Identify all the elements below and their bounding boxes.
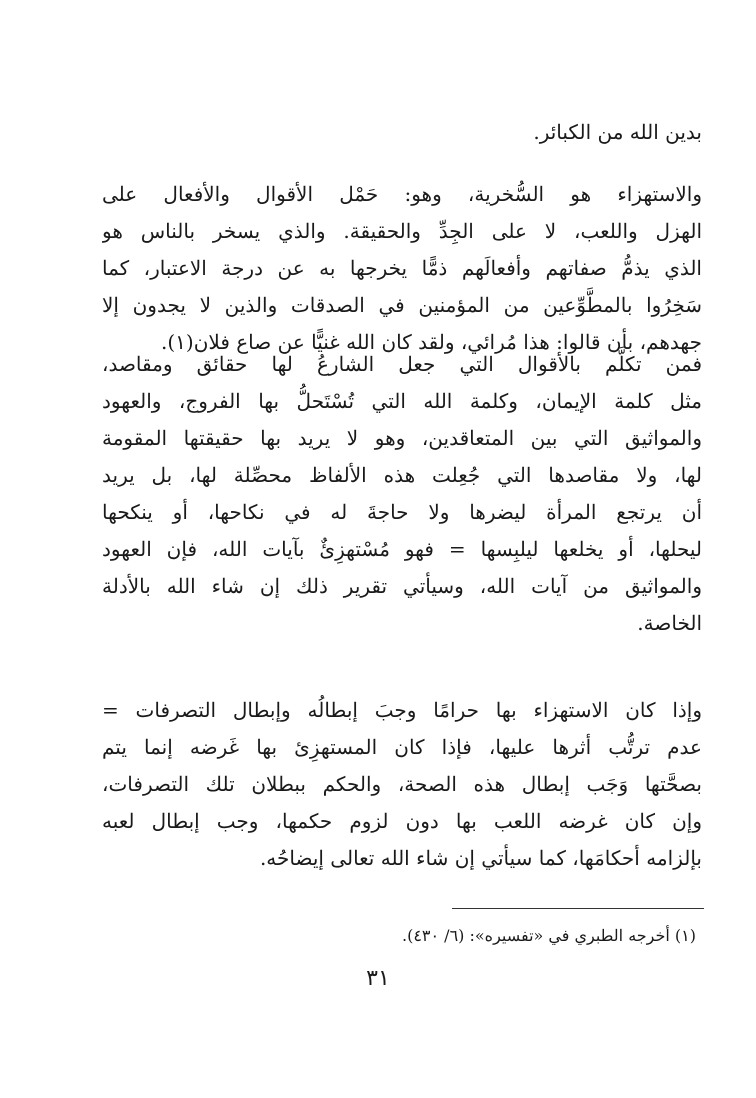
text-line: وإن كان غرضه اللعب بها دون لزوم حكمها، وجب إبطال لعبه	[102, 809, 702, 833]
footnote: (١) أخرجه الطبري في «تفسيره»: (٦/ ٤٣٠).	[401, 926, 696, 945]
paragraph-invalidation	[102, 692, 702, 877]
text-line: الذي يذمُّ صفاتهم وأفعالَهم ذمًّا يخرجها به عن درجة الاعتبار، كما	[102, 256, 702, 280]
text-line: ليحلها، أو يخلعها ليلبِسها = فهو مُسْتهزِئٌ بآيات الله، فإن العهود	[102, 537, 702, 561]
text-line: مثل كلمة الإيمان، وكلمة الله التي تُسْتَحلُّ بها الفروج، والعهود	[102, 389, 702, 413]
text-line: والاستهزاء هو السُّخرية، وهو: حَمْل الأقوال والأفعال على	[102, 182, 702, 206]
text-line: والمواثيق التي بين المتعاقدين، وهو لا يريد بها حقيقتها المقومة	[102, 426, 702, 450]
text-line: بإلزامه أحكامَها، كما سيأتي إن شاء الله تعالى إيضاحُه.	[259, 846, 702, 870]
text-line: بدين الله من الكبائر.	[533, 120, 702, 144]
text-line: لها، ولا مقاصدها التي جُعِلت هذه الألفاظ محصِّلة لها، بل يريد	[102, 463, 702, 487]
text-line: وإذا كان الاستهزاء بها حرامًا وجبَ إبطالُه وإبطال التصرفات =	[102, 698, 702, 722]
text-line: أن يرتجع المرأة ليضرها ولا حاجةَ له في نكاحها، أو ينكحها	[102, 500, 702, 524]
page-number: ٣١	[366, 966, 390, 991]
paragraph-words-intentions	[102, 346, 702, 642]
footnote-divider	[452, 908, 704, 909]
text-line: والمواثيق من آيات الله، وسيأتي تقرير ذلك إن شاء الله بالأدلة	[102, 574, 702, 598]
text-line: سَخِرُوا بالمطَّوِّعين من المؤمنين في الصدقات والذين لا يجدون إلا	[102, 293, 702, 317]
text-line: فمن تكلَّم بالأقوال التي جعل الشارعُ لها حقائق ومقاصد،	[102, 352, 702, 376]
text-line: الخاصة.	[637, 611, 702, 635]
text-line: جهدهم، بأن قالوا: هذا مُرائي، ولقد كان الله غنيًّا عن صاع فلان(١).	[160, 330, 702, 354]
paragraph-intro	[102, 114, 702, 151]
text-line: عدم ترتُّب أثرها عليها، فإذا كان المستهزِئ بها غَرضه إنما يتم	[102, 735, 702, 759]
paragraph-mockery-definition	[102, 176, 702, 361]
text-line: بصحَّتها وَجَب إبطال هذه الصحة، والحكم ببطلان تلك التصرفات،	[102, 772, 702, 796]
text-line: الهزل واللعب، لا على الجِدِّ والحقيقة. والذي يسخر بالناس هو	[102, 219, 702, 243]
